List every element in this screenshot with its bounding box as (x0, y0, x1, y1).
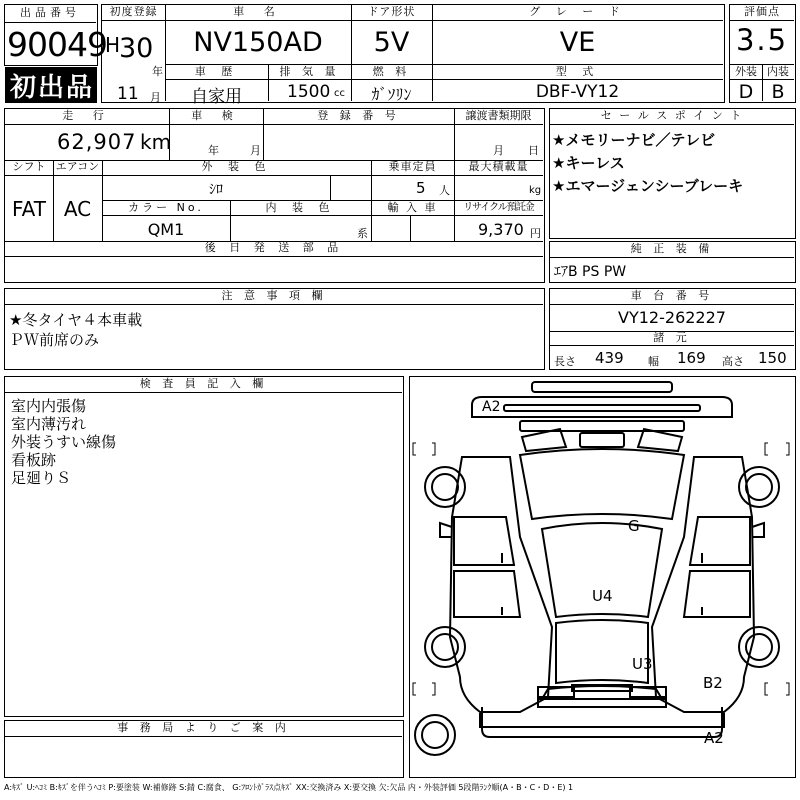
doors-label: ドア形状 (367, 5, 416, 18)
capacity-unit: 人 (439, 184, 450, 197)
int-grade: B (771, 81, 785, 103)
height: 150 (758, 349, 787, 367)
load-unit: kg (529, 185, 542, 196)
chassis-label: 車 台 番 号 (630, 289, 714, 302)
inspector-line-1: 室内内張傷 (11, 397, 87, 415)
mileage-unit: km (140, 130, 172, 154)
ext-color: ｼﾛ (209, 182, 223, 198)
mileage-label: 走 行 (62, 109, 112, 122)
grade-label: グ レ ー ド (529, 5, 626, 18)
score-box (729, 4, 796, 103)
note-line-1: ★冬タイヤ４本車載 (9, 311, 143, 329)
damage-mark-b2: B2 (703, 674, 723, 692)
sales-points-label: セ ー ル ス ポ イ ン ト (600, 109, 744, 122)
header-section (4, 4, 796, 107)
ac: AC (63, 197, 92, 221)
score: 3.5 (735, 23, 789, 57)
model: DBF-VY12 (535, 82, 620, 102)
history: 自家用 (191, 87, 242, 107)
year-unit: 年 (152, 65, 163, 78)
inspector-box (4, 376, 404, 717)
sales-point-2: ★キーレス (552, 154, 625, 172)
inspector-line-4: 看板跡 (11, 451, 57, 469)
office-label: 事 務 局 よ り ご 案 内 (117, 721, 290, 734)
recycle-label: リサイクル預託金 (463, 202, 534, 213)
car-name: NV150AD (193, 27, 323, 58)
first-reg-month: 11 (117, 84, 139, 104)
model-label: 型 式 (555, 65, 600, 78)
inspector-label: 検 査 員 記 入 欄 (139, 377, 268, 390)
vehicle-diagram (409, 376, 796, 778)
car-name-label: 車 名 (233, 5, 283, 18)
fuel-label: 燃 料 (372, 65, 411, 78)
ext-grade: D (738, 81, 754, 103)
inspector-line-5: 足廻りＳ (11, 469, 72, 487)
car-outline-diagram (410, 377, 794, 776)
inspection-year-unit: 年 (208, 144, 219, 157)
fuel: ｶﾞｿﾘﾝ (371, 85, 412, 104)
color-no-label: カラー No. (128, 201, 204, 214)
equipment-value: ｴｱB PS PW (554, 264, 627, 280)
damage-mark-u3: U3 (632, 655, 653, 673)
equipment-box (549, 241, 796, 283)
sales-point-1: ★メモリーナビ／テレビ (552, 131, 716, 149)
inspector-line-2: 室内薄汚れ (11, 415, 87, 433)
chassis-number: VY12-262227 (618, 308, 726, 327)
width: 169 (677, 349, 706, 367)
shift-label: シフト (12, 160, 46, 173)
score-label: 評価点 (744, 5, 780, 18)
dims-label: 諸 元 (653, 331, 691, 344)
sales-point-3: ★エマージェンシーブレーキ (552, 177, 744, 195)
era: H (105, 33, 121, 57)
office-box (4, 720, 404, 778)
ext-color-label: 外 装 色 (201, 160, 272, 173)
first-listing-label: 初出品 (10, 73, 95, 103)
first-reg-year: 30 (119, 33, 154, 64)
int-color-label: 内 装 色 (265, 201, 336, 214)
load-label: 最大積載量 (468, 160, 529, 173)
header-grid (101, 4, 725, 107)
recycle-unit: 円 (530, 227, 541, 240)
damage-mark-g: G (628, 517, 640, 535)
transfer-day-unit: 日 (528, 144, 539, 157)
notes-box (4, 288, 545, 370)
note-line-2: ＰＷ前席のみ (9, 331, 100, 349)
inspection-label: 車 検 (191, 109, 241, 122)
plate-label: 登 録 番 号 (317, 109, 400, 122)
inspector-line-3: 外装うすい線傷 (11, 433, 117, 451)
month-unit: 月 (150, 91, 161, 104)
capacity: 5 (416, 179, 426, 197)
damage-mark-a2-top: A2 (482, 399, 501, 415)
grade: VE (559, 27, 596, 58)
import-label: 輸 入 車 (387, 201, 438, 214)
lot-number-box (4, 4, 107, 66)
displacement: 1500 (287, 82, 331, 102)
transfer-month-unit: 月 (493, 144, 504, 157)
specs-table (4, 108, 545, 283)
int-color-suffix: 系 (357, 227, 368, 240)
history-label: 車 歴 (194, 65, 239, 78)
int-grade-label: 内装 (767, 65, 789, 78)
height-label: 高さ (722, 355, 744, 368)
ext-grade-label: 外装 (735, 65, 757, 78)
length: 439 (595, 349, 624, 367)
shift: FAT (11, 197, 46, 221)
inspection-month-unit: 月 (250, 144, 261, 157)
equipment-label: 純 正 装 備 (630, 242, 714, 255)
later-parts-label: 後 日 発 送 部 品 (204, 241, 344, 254)
doors: 5V (373, 27, 410, 58)
damage-mark-u4: U4 (592, 587, 613, 605)
lot-number: 90049 (7, 25, 107, 64)
legend-text: A:ｷｽﾞ U:ﾍｺﾐ B:ｷｽﾞを伴うﾍｺﾐ P:要塗装 W:補修跡 S:錆 C:腐食、 G:ﾌﾛﾝﾄｶﾞﾗｽ点ｷｽﾞ XX:交換済み X:要交換 欠:欠品 内・外装評価 5段階ﾗﾝｸ順(A・B・C・D・E) 1 (4, 783, 574, 792)
damage-mark-a2-bottom: A2 (704, 729, 724, 747)
displacement-unit: cc (334, 88, 345, 99)
length-label: 長さ (554, 355, 576, 368)
color-no: QM1 (147, 220, 185, 239)
notes-label: 注 意 事 項 欄 (221, 289, 327, 302)
first-reg-label: 初度登録 (109, 5, 158, 18)
chassis-box (549, 288, 796, 370)
recycle: 9,370 (478, 220, 524, 239)
ac-label: エアコン (55, 160, 100, 173)
sales-points-box (549, 108, 796, 239)
width-label: 幅 (648, 355, 659, 368)
lot-label: 出品番号 (20, 6, 80, 19)
displacement-label: 排 気 量 (279, 65, 340, 78)
mileage: 62,907 (57, 130, 137, 154)
capacity-label: 乗車定員 (388, 160, 437, 173)
transfer-label: 譲渡書類期限 (465, 109, 532, 122)
